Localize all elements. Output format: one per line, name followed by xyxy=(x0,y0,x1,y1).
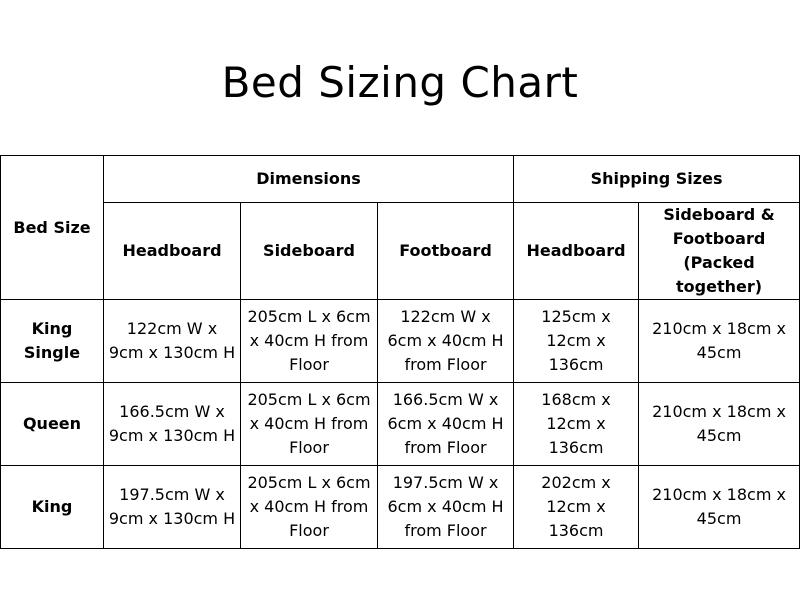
dimensions-header: Dimensions xyxy=(104,156,514,203)
row-label: King xyxy=(1,466,104,549)
table-cell: 122cm W x 6cm x 40cm H from Floor xyxy=(378,300,514,383)
table-cell: 205cm L x 6cm x 40cm H from Floor xyxy=(241,466,378,549)
sub-header-row xyxy=(1,203,800,300)
table-cell: 197.5cm W x 6cm x 40cm H from Floor xyxy=(378,466,514,549)
row-label: Queen xyxy=(1,383,104,466)
table-cell: 202cm x 12cm x 136cm xyxy=(514,466,639,549)
shipping-headboard-header: Headboard xyxy=(514,203,639,300)
bed-sizing-table xyxy=(0,155,800,549)
dimensions-sideboard-header: Sideboard xyxy=(241,203,378,300)
table-row xyxy=(1,466,800,549)
table-row xyxy=(1,383,800,466)
table-row xyxy=(1,300,800,383)
table-cell: 125cm x 12cm x 136cm xyxy=(514,300,639,383)
table-cell: 210cm x 18cm x 45cm xyxy=(639,300,800,383)
row-label: King Single xyxy=(1,300,104,383)
table-cell: 122cm W x 9cm x 130cm H xyxy=(104,300,241,383)
table-cell: 210cm x 18cm x 45cm xyxy=(639,383,800,466)
table-cell: 168cm x 12cm x 136cm xyxy=(514,383,639,466)
table-cell: 205cm L x 6cm x 40cm H from Floor xyxy=(241,383,378,466)
dimensions-headboard-header: Headboard xyxy=(104,203,241,300)
table-cell: 166.5cm W x 6cm x 40cm H from Floor xyxy=(378,383,514,466)
shipping-sizes-header: Shipping Sizes xyxy=(514,156,800,203)
table-cell: 210cm x 18cm x 45cm xyxy=(639,466,800,549)
table-cell: 197.5cm W x 9cm x 130cm H xyxy=(104,466,241,549)
page-title: Bed Sizing Chart xyxy=(221,58,579,107)
dimensions-footboard-header: Footboard xyxy=(378,203,514,300)
table-cell: 205cm L x 6cm x 40cm H from Floor xyxy=(241,300,378,383)
group-header-row xyxy=(1,156,800,203)
table-cell: 166.5cm W x 9cm x 130cm H xyxy=(104,383,241,466)
shipping-sideboard-footboard-header: Sideboard & Footboard (Packed together) xyxy=(639,203,800,300)
bed-size-header: Bed Size xyxy=(1,156,104,300)
